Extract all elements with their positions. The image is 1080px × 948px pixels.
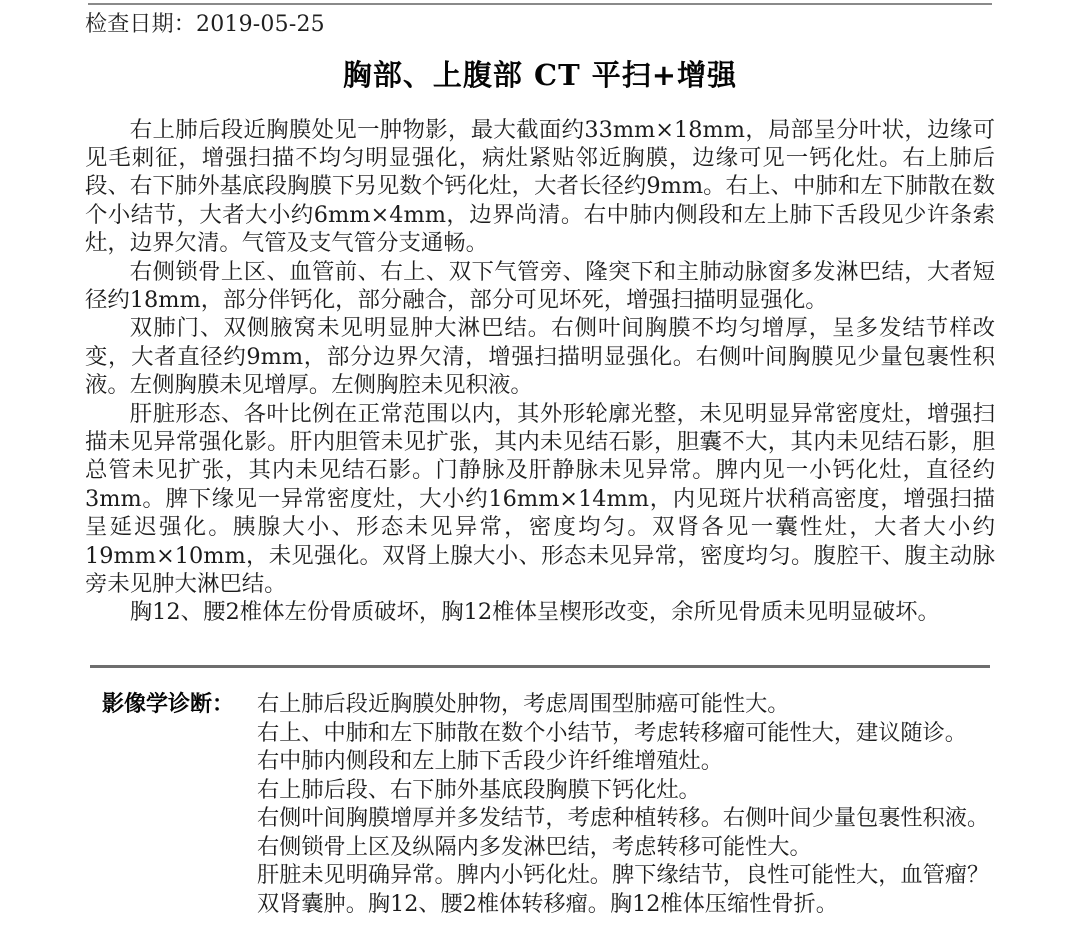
- diagnosis-label: 影像学诊断：: [102, 691, 235, 717]
- diagnosis-item: 右上、中肺和左下肺散在数个小结节，考虑转移瘤可能性大，建议随诊。: [257, 719, 967, 746]
- diagnosis-list: [257, 690, 995, 918]
- diagnosis-item: 右侧叶间胸膜增厚并多发结节，考虑种植转移。右侧叶间少量包裹性积液。: [257, 805, 990, 831]
- section-divider: [90, 665, 990, 668]
- findings-section: [85, 116, 995, 627]
- findings-paragraph: 肝脏形态、各叶比例在正常范围以内，其外形轮廓光整，未见明显异常密度灶，增强扫描未见异常强化影。肝内胆管未见扩张，其内未见结石影，胆囊不大，其内未见结石影，胆总管未见扩张，其内未见结石影。门静脉及肝静脉未见异常。脾内见一小钙化灶，直径约3mm。脾下缘见一异常密度灶，大小约16mm×14mm，内见斑片状稍高密度，增强扫描呈延迟强化。胰腺大小、形态未见异常，密度均匀。双肾各见一囊性灶，大者大小约19mm×10mm，未见强化。双肾上腺大小、形态未见异常，密度均匀。腹腔干、腹主动脉旁未见肿大淋巴结。: [85, 400, 995, 597]
- page-title: 胸部、上腹部 CT 平扫+增强: [342, 57, 738, 92]
- findings-paragraph: 右上肺后段近胸膜处见一肿物影，最大截面约33mm×18mm，局部呈分叶状，边缘可见毛刺征，增强扫描不均匀明显强化，病灶紧贴邻近胸膜，边缘可见一钙化灶。右上肺后段、右下肺外基底段胸膜下另见数个钙化灶，大者长径约9mm。右上、中肺和左下肺散在数个小结节，大者大小约6mm×4mm，边界尚清。右中肺内侧段和左上肺下舌段见少许条索灶，边界欠清。气管及支气管分支通畅。: [85, 116, 995, 257]
- findings-paragraph: 双肺门、双侧腋窝未见明显肿大淋巴结。右侧叶间胸膜不均匀增厚，呈多发结节样改变，大者直径约9mm，部分边界欠清，增强扫描明显强化。右侧叶间胸膜见少量包裹性积液。左侧胸膜未见增厚。左侧胸腔未见积液。: [85, 315, 995, 399]
- diagnosis-item: 右上肺后段、右下肺外基底段胸膜下钙化灶。: [257, 776, 701, 803]
- diagnosis-section: [85, 690, 995, 918]
- diagnosis-item: 右上肺后段近胸膜处肿物，考虑周围型肺癌可能性大。: [257, 691, 790, 717]
- findings-paragraph: 胸12、腰2椎体左份骨质破坏，胸12椎体呈楔形改变，余所见骨质未见明显破坏。: [129, 599, 940, 626]
- diagnosis-item: 肝脏未见明确异常。脾内小钙化灶。脾下缘结节，良性可能性大，血管瘤？: [257, 862, 990, 888]
- diagnosis-item: 双肾囊肿。胸12、腰2椎体转移瘤。胸12椎体压缩性骨折。: [257, 890, 838, 917]
- top-divider: [88, 3, 992, 5]
- diagnosis-item: 右中肺内侧段和左上肺下舌段少许纤维增殖灶。: [257, 748, 723, 774]
- diagnosis-item: 右侧锁骨上区及纵隔内多发淋巴结，考虑转移可能性大。: [257, 833, 812, 860]
- findings-paragraph: 右侧锁骨上区、血管前、右上、双下气管旁、隆突下和主肺动脉窗多发淋巴结，大者短径约18mm，部分伴钙化，部分融合，部分可见坏死，增强扫描明显强化。: [85, 258, 995, 313]
- exam-date: 检查日期：2019-05-25: [85, 12, 325, 37]
